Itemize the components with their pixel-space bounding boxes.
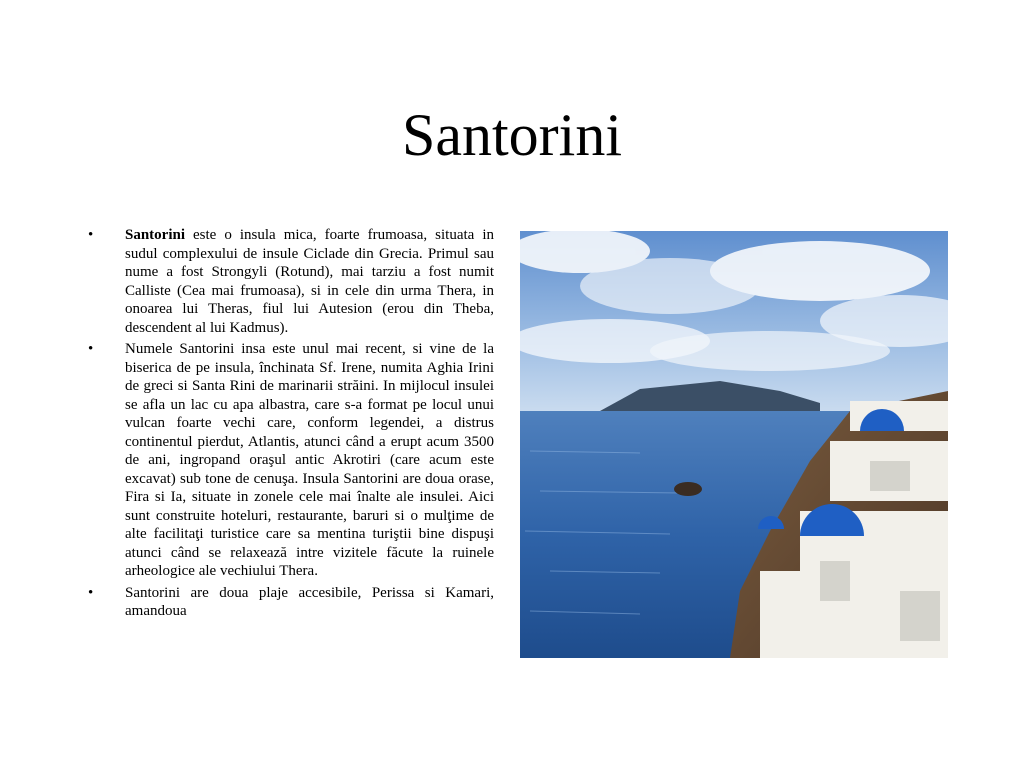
bullet-item-2	[88, 340, 494, 581]
bullet-item-3	[88, 584, 494, 621]
santorini-caldera-illustration	[520, 231, 948, 658]
bullet-body: Numele Santorini insa este unul mai recent, si vine de la biserica de pe insula, închinata Sf. Irene, numita Aghia Irini de greci si Santa Rini de marinarii străini. In mijlocul insulei se afla un lac cu apa albastra, care s-a format pe locul unui vulcan foarte vechi care, conform legendei, a distrus continentul pierdut, Atlantis, atunci când a erupt acum 3500 de ani, ingropand oraşul antic Akrotiri (care acum este excavat) sub tone de cenuşa. Insula Santorini are doua orase, Fira si Ia, situate in zonele cele mai înalte ale insulei. Aici sunt construite hoteluri, restaurante, baruri si o mulţime de alte facilitaţi turistice care sa mentina turiştii bine dispuşi atunci când se relaxează intre vizitele făcute la ruinele arheologice ale vechiului Thera.	[125, 341, 494, 579]
bullet-body: Santorini are doua plaje accesibile, Perissa si Kamari, amandoua	[125, 584, 494, 619]
bullet-text	[125, 341, 494, 579]
slide-title: Santorini	[402, 102, 622, 168]
santorini-photo	[520, 231, 948, 658]
rock-islet	[674, 482, 702, 496]
bullet-text	[125, 585, 494, 620]
bullet-bold-lead: Santorini	[125, 227, 186, 243]
bullet-icon: •	[88, 227, 94, 243]
bullet-icon: •	[88, 584, 94, 601]
bullet-icon: •	[88, 341, 94, 357]
bullet-text	[125, 227, 494, 336]
bullet-body: este o insula mica, foarte frumoasa, situata in sudul complexului de insule Ciclade din Grecia. Primul sau nume a fost Strongyli (Rotund), mai tarziu a fost numit Calliste (Cea mai frumoasa), si in cele din urma Thera, in onoarea lui Theras, fiul lui Autesion (erou din Theba, descendent al lui Kadmus).	[125, 227, 494, 336]
bullet-list	[88, 226, 494, 624]
bullet-item-1	[88, 226, 494, 337]
